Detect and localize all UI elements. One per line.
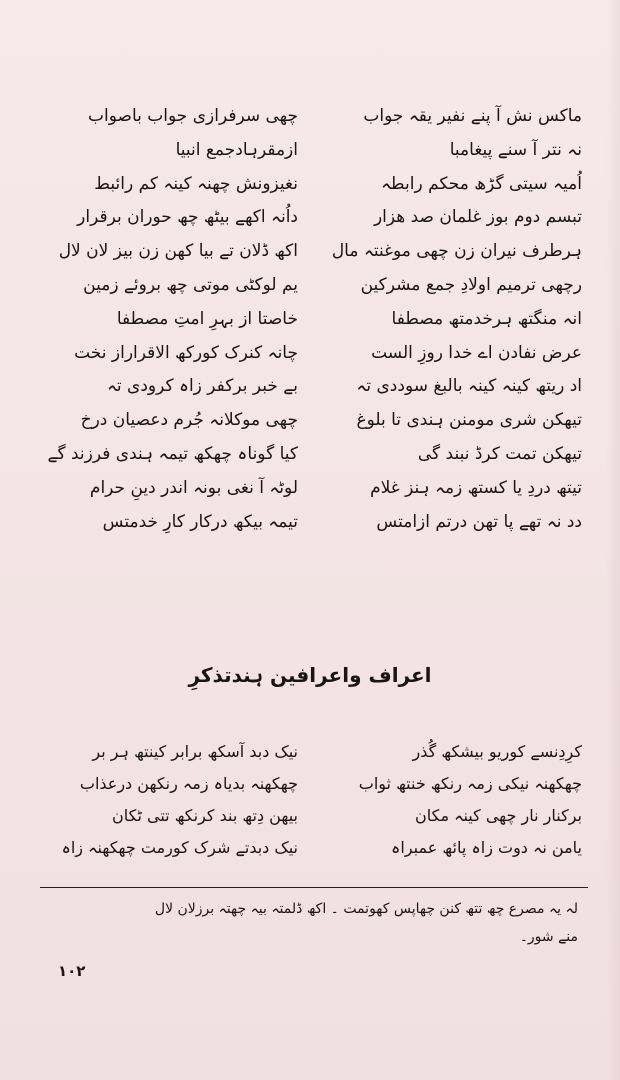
verse-line: اکھ ڈلان تے بیا کھن زن بیز لان لال	[58, 241, 298, 262]
verse-line: کرِدِنسے کوریو بیشکھ گُذر	[412, 742, 582, 761]
verse-line: نیک دبد آسکھ برابر کینتھ ہر بر	[92, 742, 298, 761]
page-edge-shadow	[606, 0, 620, 1080]
verse-line: اُمیہ سیتی گڑھ محکم رابطہ	[381, 173, 582, 194]
verse-line: تیمہ بیکھ درکار کارِ خدمتس	[102, 511, 298, 532]
verse-line: دد نہ تھے پا تھن درتم ازامتس	[376, 511, 582, 532]
verse-line: برکنار نار چھی کینہ مکان	[414, 806, 582, 825]
verse-line: کیا گوناہ چھکھ تیمہ ہندی فرزند گے	[47, 443, 298, 464]
verse-line: نیک دبدتے شرک کورمت چھکھنہ زاہ	[61, 838, 298, 857]
verse-line: ماکس نش آ پنے نفیر یقہ جواب	[363, 106, 582, 126]
footnote	[38, 895, 578, 951]
footnote-line: منے شور۔	[519, 929, 578, 945]
verse-line: چانہ کنرک کورکھ الاقراراز نخت	[74, 342, 298, 363]
poem-right-column	[330, 100, 582, 539]
verse-line: تیتھ دردِ یا کستھ زمہ ہنز غلام	[370, 477, 582, 498]
section-heading: اعراف واعرافین ہندتذکرِ	[188, 663, 432, 687]
verse-line: چھی سرفرازی جواب باصواب	[88, 106, 298, 126]
verse-line: نغیزونش چھنہ کینہ کم رائبط	[94, 173, 298, 194]
page-number: ۱۰۲	[58, 962, 86, 980]
verse-line: یم لوکٹی موتی چھ بروئے زمین	[83, 274, 298, 295]
poem-left-column	[30, 100, 298, 539]
bottom-poem-right-column	[330, 736, 582, 864]
verse-line: رچھی ترمیم اولادِ جمع مشرکین	[360, 274, 582, 295]
verse-line: داُنہ اکھے بیٹھ چھ حوران برقرار	[77, 207, 298, 228]
verse-line: یامن نہ دوت زاہ پائھ عمبراہ	[391, 838, 582, 857]
footnote-line: لہ یہ مصرع چھ تتھ کنن چھاپس کھوتمت ۔ اکھ ڈلمتہ بیہ چھتہ برزلان لال	[154, 901, 578, 917]
footnote-divider	[40, 887, 588, 888]
verse-line: نہ نتر آ سنے پیغامبا	[449, 139, 582, 160]
verse-line: تیھکن تمت کرڈ نبند گی	[417, 443, 582, 464]
verse-line: چھکھنہ بدیاہ زمہ رنکھن درعذاب	[79, 774, 298, 793]
verse-line: اد ریتھ کینہ کینہ بالبغ سوددی تہ	[356, 376, 582, 397]
verse-line: تبسم دوم بوز غلمان صد ھزار	[373, 207, 582, 228]
verse-line: خاصتا از بہرِ امتِ مصطفا	[116, 308, 298, 329]
verse-line: چھی موکلانہ جُرم دعصیان درخ	[80, 410, 298, 431]
verse-line: تیھکن شری مومنن ہندی تا بلوغ	[356, 410, 582, 431]
verse-line: ازمقرہادجمع انبیا	[175, 139, 298, 160]
verse-line: چھکھنہ نیکی زمہ رنکھ خنتھ ثواب	[358, 774, 582, 793]
verse-line: عرض نفادن اے خدا روزِ الست	[371, 342, 582, 363]
bottom-poem-left-column	[30, 736, 298, 864]
verse-line: بے خبر برکفر زاہ کرودی تہ	[106, 376, 298, 397]
verse-line: انہ منگتھ ہرخدمتھ مصطفا	[391, 308, 582, 329]
verse-line: بیھن دِتھ بند کرنکھ تتی ٹکان	[111, 806, 298, 825]
verse-line: لوٹہ آ نغی بونہ اندر دینِ حرام	[89, 477, 298, 498]
verse-line: ہرطرف نیران زن چھی موغنتہ مال	[331, 241, 582, 262]
